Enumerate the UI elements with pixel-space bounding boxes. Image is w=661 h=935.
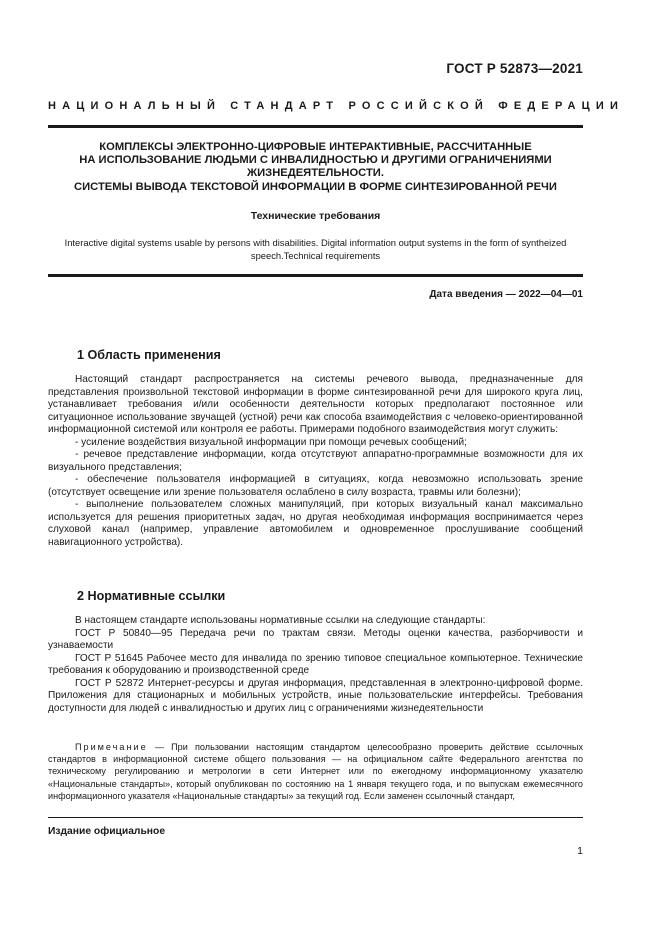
list-item: - выполнение пользователем сложных манипуляций, при которых визуальный канал максимально используется для решения приоритетных задач, но другая необходимая информация воспринимается через слуховой канал (например, управление автомобилем и одновременное прослушивание сообщений навигационного устройства). (48, 499, 583, 548)
paragraph: В настоящем стандарте использованы нормативные ссылки на следующие стандарты: (75, 615, 486, 626)
section-scope-body (48, 374, 583, 549)
official-edition-label: Издание официальное (48, 826, 166, 837)
note-text: — При пользовании настоящим стандартом целесообразно проверить действие ссылочных стандартов в информационной системе общего пользования — на официальном сайте Федерального агентства по техническому регулированию и метрологии в сети Интернет или по ежегодному информационному указателю «Национальные стандарты», который опубликован по состоянию на 1 января текущего года, и по выпускам ежемесячного информационного указателя «Национальные стандарты» за текущий год. Если заменен ссылочный стандарт, (48, 742, 584, 801)
reference-item: ГОСТ Р 51645 Рабочее место для инвалида по зрению типовое специальное компьютерное. Технические требования к оборудованию и производственной среде (48, 652, 583, 676)
title-line: КОМПЛЕКСЫ ЭЛЕКТРОННО-ЦИФРОВЫЕ ИНТЕРАКТИВНЫЕ, РАССЧИТАННЫЕ (99, 141, 532, 153)
title-line: НА ИСПОЛЬЗОВАНИЕ ЛЮДЬМИ С ИНВАЛИДНОСТЬЮ И ДРУГИМИ ОГРАНИЧЕНИЯМИ (79, 154, 552, 167)
footer-divider (48, 817, 583, 818)
english-title-line: Interactive digital systems usable by persons with disabilities. Digital information output systems in the form of syntheized (64, 237, 567, 248)
paragraph: Настоящий стандарт распространяется на системы речевого вывода, предназначенные для представления произвольной текстовой информации в форме синтезированной речи для широкого круга лиц, устанавливает требования и/или особенности деятельности которых предполагают постоянное или ситуационное использование звучащей (устной) речи как способа взаимодействия с человеко-ориентированной информационной системой или контроля ее работы. Примерами подобного взаимодействия могут служить: (48, 374, 583, 435)
note-label: Примечание (75, 742, 148, 752)
section-references-body (48, 615, 583, 715)
section-heading-scope: 1 Область применения (77, 348, 221, 362)
title-line: ЖИЗНЕДЕЯТЕЛЬНОСТИ. (247, 167, 384, 180)
gost-number: ГОСТ Р 52873—2021 (446, 61, 583, 76)
note-paragraph (48, 741, 583, 802)
list-item: - обеспечение пользователя информацией в ситуациях, когда невозможно использовать зрение (отсутствует освещение или зрение пользователя ослаблено в силу возраста, травмы или болезни); (48, 474, 583, 498)
reference-item: ГОСТ Р 50840—95 Передача речи по трактам связи. Методы оценки качества, разборчивости и узнаваемости (48, 627, 583, 651)
page-number: 1 (577, 845, 583, 857)
english-title-line: speech.Technical requirements (250, 249, 381, 261)
national-standard-heading: НАЦИОНАЛЬНЫЙ СТАНДАРТ РОССИЙСКОЙ ФЕДЕРАЦИИ (48, 100, 625, 112)
list-item: - усиление воздействия визуальной информации при помощи речевых сообщений; (75, 436, 467, 448)
document-title (48, 141, 583, 194)
title-divider (48, 274, 583, 277)
section-heading-references: 2 Нормативные ссылки (77, 589, 226, 603)
english-title (48, 237, 583, 262)
title-line: СИСТЕМЫ ВЫВОДА ТЕКСТОВОЙ ИНФОРМАЦИИ В ФОРМЕ СИНТЕЗИРОВАННОЙ РЕЧИ (74, 180, 557, 193)
introduction-date: Дата введения — 2022—04—01 (429, 289, 583, 300)
header-divider (48, 125, 583, 128)
note-block (48, 741, 583, 802)
reference-item: ГОСТ Р 52872 Интернет-ресурсы и другая информация, представленная в электронно-цифровой форме. Приложения для стационарных и мобильных устройств, иные пользовательские интерфейсы. Требования доступности для людей с инвалидностью и других лиц с ограничениями жизнедеятельности (48, 677, 583, 714)
document-subtitle: Технические требования (250, 210, 381, 222)
list-item: - речевое представление информации, когда отсутствуют аппаратно-программные возможности для их визуального представления; (48, 449, 583, 473)
